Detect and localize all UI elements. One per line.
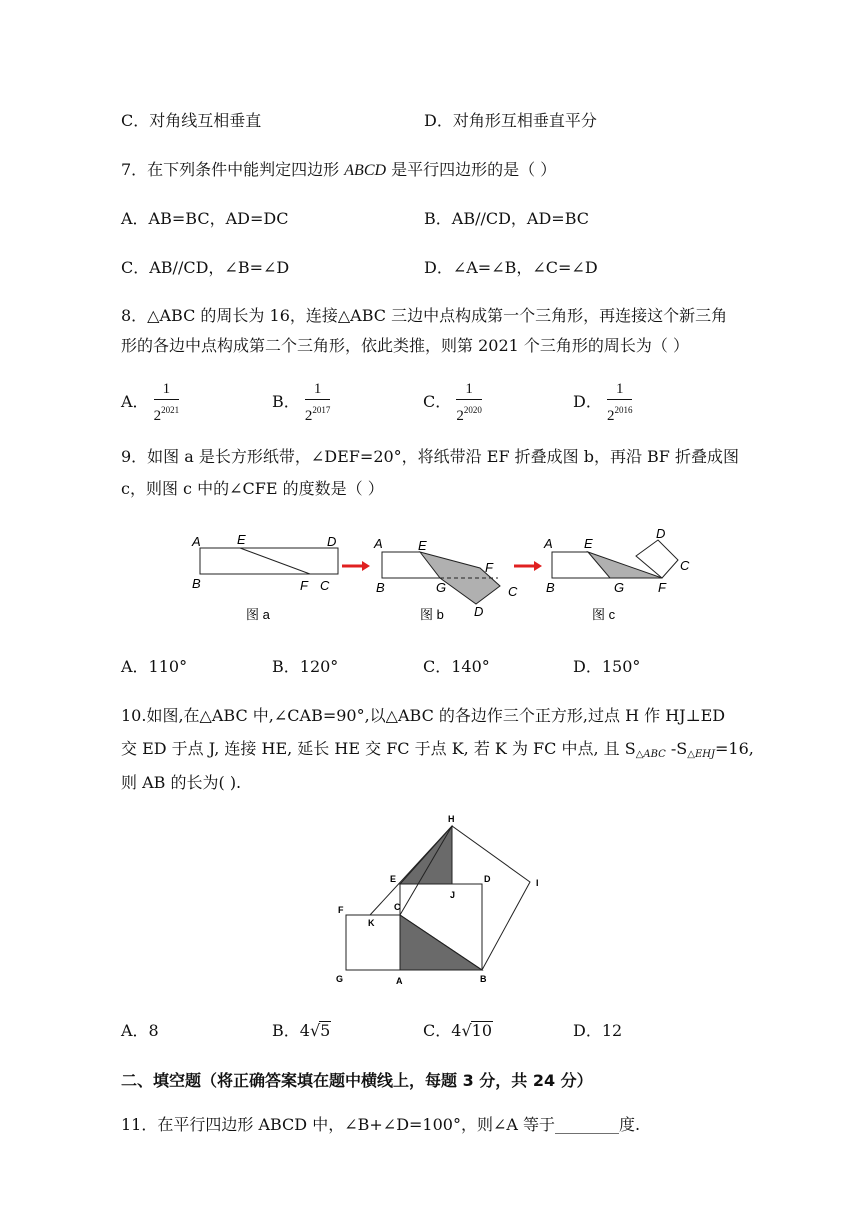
q8-c-label: C． <box>423 392 452 411</box>
q7-option-d: D．∠A=∠B，∠C=∠D <box>424 258 598 277</box>
red-arrow-1-head <box>362 561 370 571</box>
q7-stem-pre: 7．在下列条件中能判定四边形 <box>121 160 345 179</box>
q8-c-exp: 2020 <box>463 405 482 415</box>
fig-b-label-D: D <box>474 604 484 619</box>
fig-a-fold-line <box>240 548 310 574</box>
q9-line1: 9．如图 a 是长方形纸带，∠DEF=20°，将纸带沿 EF 折叠成图 b，再沿 BF 折叠成图 <box>121 447 739 466</box>
label-C: C <box>394 902 401 912</box>
q10-b-radicand: 5 <box>320 1021 331 1040</box>
q8-a-base: 2 <box>153 408 162 424</box>
red-arrow-2-head <box>534 561 542 571</box>
q9-option-a: A．110° <box>121 657 188 676</box>
q10-b-coef: 4 <box>299 1021 310 1040</box>
q10-line2-post: =16, <box>715 739 754 758</box>
label-G: G <box>336 974 344 984</box>
q8-c-base: 2 <box>456 408 464 424</box>
q8-option-d <box>573 380 632 425</box>
q8-a-exp: 2021 <box>161 405 180 415</box>
q10-figure <box>330 810 550 990</box>
q8-line2: 形的各边中点构成第二个三角形，依此类推，则第 2021 个三角形的周长为（ ） <box>121 336 689 355</box>
fig-c-label-E: E <box>584 536 593 551</box>
fig-b-label-C: C <box>508 584 518 599</box>
q8-a-fraction <box>154 380 180 425</box>
fig-c-label-B: B <box>546 580 555 595</box>
q10-sub-abc: △ABC <box>635 749 666 760</box>
fig-c-label-D: D <box>656 526 666 541</box>
q8-c-fraction <box>456 380 482 425</box>
fig-c-label-G: G <box>614 580 625 595</box>
fig-a-rect <box>200 548 338 574</box>
q10-line3: 则 AB 的长为( ). <box>121 773 242 792</box>
q10-b-label: B． <box>272 1021 300 1040</box>
q7-option-a: A．AB=BC，AD=DC <box>121 209 289 228</box>
label-H: H <box>448 814 455 824</box>
fig-c-caption: 图 c <box>592 607 616 622</box>
section2-title: 二、填空题（将正确答案填在题中横线上，每题 3 分，共 24 分） <box>121 1071 593 1090</box>
q10-line1: 10.如图,在△ABC 中,∠CAB=90°,以△ABC 的各边作三个正方形,过点 H 作 HJ⊥ED <box>121 706 726 725</box>
q10-option-a: A．8 <box>121 1021 159 1040</box>
fig-a-caption: 图 a <box>246 607 270 622</box>
q8-a-label: A． <box>121 392 149 411</box>
q10-c-label: C． <box>423 1021 452 1040</box>
q9-option-b: B．120° <box>272 657 339 676</box>
fig-c-shaded-triangle <box>588 552 662 578</box>
fig-b-caption: 图 b <box>420 607 444 622</box>
fig-b-label-G: G <box>436 580 447 595</box>
q10-sub-ehj: △EHJ <box>687 749 715 760</box>
q8-a-num: 1 <box>162 381 171 397</box>
q8-d-exp: 2016 <box>614 405 633 415</box>
q8-d-fraction <box>607 380 633 425</box>
q6-option-d: D．对角形互相垂直平分 <box>424 111 597 130</box>
q8-option-c <box>423 380 482 425</box>
fig-b-label-B: B <box>376 580 385 595</box>
q10-c-coef: 4 <box>451 1021 462 1040</box>
q8-b-base: 2 <box>304 408 313 424</box>
fig-a-label-D: D <box>327 534 337 549</box>
q10-option-c: C．4√10 <box>423 1021 492 1040</box>
fig-a-label-A: A <box>192 534 201 549</box>
q7-option-b: B．AB//CD，AD=BC <box>424 209 590 228</box>
label-I: I <box>536 878 539 888</box>
q8-d-label: D． <box>573 392 602 411</box>
label-B: B <box>480 974 487 984</box>
q10-line2-mid: -S <box>665 739 688 758</box>
q10-c-radicand: 10 <box>471 1021 492 1040</box>
label-K: K <box>368 918 375 928</box>
label-J: J <box>450 890 456 900</box>
fig-c-label-C: C <box>680 558 690 573</box>
q8-b-label: B． <box>272 392 300 411</box>
label-D: D <box>484 874 491 884</box>
q9-figure <box>180 522 700 632</box>
q7-stem <box>121 157 556 180</box>
q9-line2: c，则图 c 中的∠CFE 的度数是（ ） <box>121 479 384 498</box>
q8-option-b <box>272 380 330 425</box>
q8-d-num: 1 <box>615 381 624 397</box>
fig-b-label-F: F <box>485 560 493 575</box>
q10-line2 <box>121 736 754 760</box>
q6-option-c: C．对角线互相垂直 <box>121 111 262 130</box>
fig-b-label-E: E <box>418 538 427 553</box>
q7-stem-post: 是平行四边形的是（ ） <box>386 160 557 179</box>
q8-b-fraction <box>305 380 331 425</box>
q11-text: 11．在平行四边形 ABCD 中，∠B+∠D=100°，则∠A 等于________度. <box>121 1115 641 1134</box>
q8-line1: 8．△ABC 的周长为 16，连接△ABC 三边中点构成第一个三角形，再连接这个新三角 <box>121 306 728 325</box>
q9-option-d: D．150° <box>573 657 641 676</box>
q8-d-base: 2 <box>606 408 615 424</box>
q8-c-num: 1 <box>465 381 473 397</box>
q8-option-a <box>121 380 179 425</box>
fig-c-label-F: F <box>658 580 666 595</box>
fig-a-label-F: F <box>300 578 308 593</box>
label-E: E <box>390 874 397 884</box>
fig-c-label-A: A <box>544 536 553 551</box>
label-F: F <box>338 905 344 915</box>
q10-option-b: B．4√5 <box>272 1021 331 1040</box>
fig-a-label-B: B <box>192 576 201 591</box>
q10-line2-pre: 交 ED 于点 J, 连接 HE, 延长 HE 交 FC 于点 K, 若 K 为 FC 中点, 且 S <box>121 739 636 758</box>
fig-a-label-E: E <box>237 532 246 547</box>
fig-b-label-A: A <box>374 536 383 551</box>
label-A: A <box>396 976 403 986</box>
q10-option-d: D．12 <box>573 1021 623 1040</box>
q7-stem-italic: ABCD <box>344 162 387 179</box>
q8-b-exp: 2017 <box>312 405 331 415</box>
fig-a-label-C: C <box>320 578 330 593</box>
q8-b-num: 1 <box>313 381 322 397</box>
q7-option-c: C．AB//CD，∠B=∠D <box>121 258 290 277</box>
q9-option-c: C．140° <box>423 657 490 676</box>
